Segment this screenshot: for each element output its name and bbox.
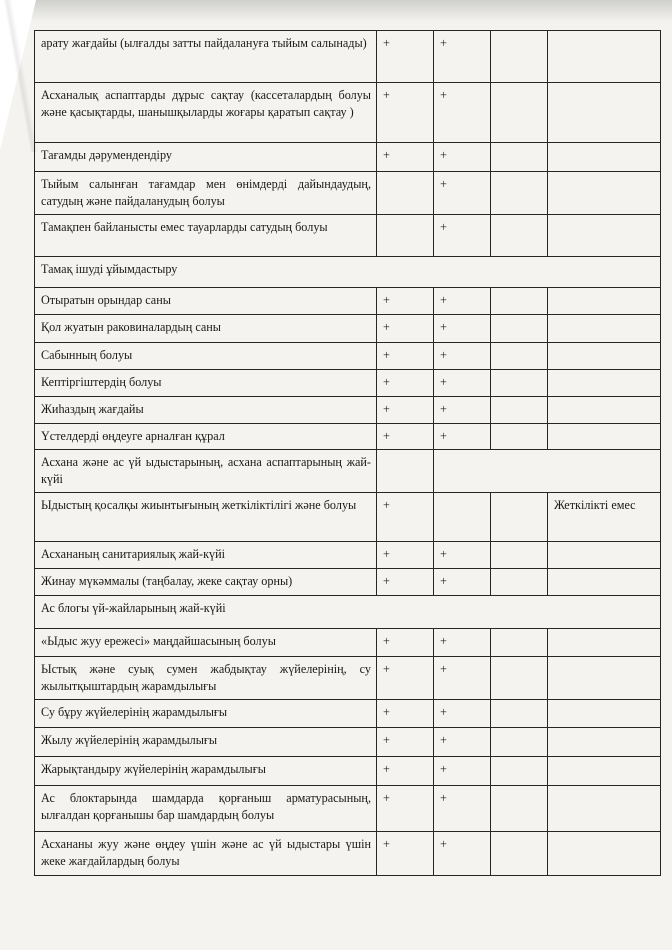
mark-col-1: + bbox=[377, 542, 434, 569]
item-description: Тағамды дәрумендендіру bbox=[35, 143, 377, 172]
mark-col-2: + bbox=[434, 343, 491, 370]
mark-col-3 bbox=[491, 700, 548, 728]
note-col bbox=[548, 786, 661, 832]
mark-col-1: + bbox=[377, 83, 434, 143]
table-row bbox=[35, 397, 661, 424]
table-row bbox=[35, 143, 661, 172]
table-row bbox=[35, 569, 661, 596]
table-row bbox=[35, 288, 661, 315]
section-heading: Тамақ ішуді ұйымдастыру bbox=[35, 257, 661, 288]
scan-shadow bbox=[0, 0, 672, 22]
item-description: Жинау мүкәммалы (таңбалау, жеке сақтау орны) bbox=[35, 569, 377, 596]
item-description: Ас блоктарында шамдарда қорғаныш арматурасының, ылғалдан қорғанышы бар шамдардың болуы bbox=[35, 786, 377, 832]
mark-col-1: + bbox=[377, 569, 434, 596]
table-row bbox=[35, 450, 661, 493]
mark-col-1: + bbox=[377, 397, 434, 424]
note-col bbox=[548, 728, 661, 757]
table-row bbox=[35, 700, 661, 728]
mark-col-3 bbox=[491, 172, 548, 215]
mark-col-1: + bbox=[377, 832, 434, 876]
item-description: арату жағдайы (ылғалды затты пайдалануға тыйым салынады) bbox=[35, 31, 377, 83]
table-row bbox=[35, 370, 661, 397]
note-col bbox=[548, 143, 661, 172]
mark-col-1: + bbox=[377, 31, 434, 83]
mark-col-1: + bbox=[377, 143, 434, 172]
mark-col-2: + bbox=[434, 215, 491, 257]
note-col bbox=[548, 397, 661, 424]
mark-col-3 bbox=[491, 786, 548, 832]
mark-col-2: + bbox=[434, 83, 491, 143]
note-col bbox=[548, 424, 661, 450]
mark-col-1: + bbox=[377, 370, 434, 397]
mark-col-2: + bbox=[434, 315, 491, 343]
note-col bbox=[548, 832, 661, 876]
mark-col-1 bbox=[377, 215, 434, 257]
item-description: Ыдыстың қосалқы жиынтығының жеткіліктілігі және болуы bbox=[35, 493, 377, 542]
table-row bbox=[35, 343, 661, 370]
mark-col-3 bbox=[491, 832, 548, 876]
table-row bbox=[35, 728, 661, 757]
mark-col-1 bbox=[377, 172, 434, 215]
mark-col-2: + bbox=[434, 728, 491, 757]
mark-col-1: + bbox=[377, 315, 434, 343]
mark-col-3 bbox=[491, 315, 548, 343]
mark-col-2: + bbox=[434, 832, 491, 876]
mark-col-1: + bbox=[377, 657, 434, 700]
item-description: Кептіргіштердің болуы bbox=[35, 370, 377, 397]
mark-col-3 bbox=[491, 728, 548, 757]
note-col bbox=[548, 542, 661, 569]
item-description: Қол жуатын раковиналардың саны bbox=[35, 315, 377, 343]
note-col: Жеткілікті емес bbox=[548, 493, 661, 542]
table-row bbox=[35, 832, 661, 876]
note-col bbox=[548, 215, 661, 257]
table-row bbox=[35, 757, 661, 786]
mark-col-2: + bbox=[434, 370, 491, 397]
note-col bbox=[548, 31, 661, 83]
item-description: Жарықтандыру жүйелерінің жарамдылығы bbox=[35, 757, 377, 786]
item-description: Су бұру жүйелерінің жарамдылығы bbox=[35, 700, 377, 728]
mark-col-1: + bbox=[377, 288, 434, 315]
item-description: Тамақпен байланысты емес тауарларды сатудың болуы bbox=[35, 215, 377, 257]
table-row bbox=[35, 493, 661, 542]
item-description: Асхананың санитариялық жай-күйі bbox=[35, 542, 377, 569]
note-col bbox=[548, 315, 661, 343]
table-row bbox=[35, 215, 661, 257]
mark-col-2: + bbox=[434, 31, 491, 83]
table-row bbox=[35, 786, 661, 832]
mark-col-3 bbox=[491, 83, 548, 143]
mark-col-3 bbox=[491, 143, 548, 172]
mark-col-2: + bbox=[434, 786, 491, 832]
mark-col-1: + bbox=[377, 493, 434, 542]
note-col bbox=[548, 370, 661, 397]
item-description: Ыстық және суық сумен жабдықтау жүйелерінің, су жылытқыштардың жарамдылығы bbox=[35, 657, 377, 700]
mark-col-3 bbox=[491, 629, 548, 657]
mark-col-3 bbox=[491, 569, 548, 596]
note-col bbox=[548, 172, 661, 215]
item-description: Асхананы жуу және өңдеу үшін және ас үй ыдыстары үшін жеке жағдайлардың болуы bbox=[35, 832, 377, 876]
section-heading: Ас блогы үй-жайларының жай-күйі bbox=[35, 596, 661, 629]
mark-col-2: + bbox=[434, 424, 491, 450]
note-col bbox=[548, 83, 661, 143]
section-row bbox=[35, 257, 661, 288]
mark-col-1: + bbox=[377, 424, 434, 450]
mark-col-2: + bbox=[434, 397, 491, 424]
mark-col-2 bbox=[434, 493, 491, 542]
mark-col-1: + bbox=[377, 343, 434, 370]
table-row bbox=[35, 83, 661, 143]
item-description: Асхана және ас үй ыдыстарының, асхана аспаптарының жай-күйі bbox=[35, 450, 377, 493]
mark-col-2: + bbox=[434, 757, 491, 786]
inspection-table bbox=[34, 30, 661, 876]
mark-col-3 bbox=[491, 215, 548, 257]
mark-col-2: + bbox=[434, 700, 491, 728]
mark-col-1: + bbox=[377, 757, 434, 786]
mark-col-2: + bbox=[434, 629, 491, 657]
table-row bbox=[35, 629, 661, 657]
inspection-table-body bbox=[35, 31, 661, 876]
item-description: Жылу жүйелерінің жарамдылығы bbox=[35, 728, 377, 757]
item-description: «Ыдыс жуу ережесі» маңдайшасының болуы bbox=[35, 629, 377, 657]
item-description: Асханалық аспаптарды дұрыс сақтау (кассеталардың болуы және қасықтарды, шанышқыларды жоғары қаратып сақтау ) bbox=[35, 83, 377, 143]
mark-col-3 bbox=[491, 288, 548, 315]
mark-col-3 bbox=[491, 31, 548, 83]
mark-col-2: + bbox=[434, 569, 491, 596]
note-col bbox=[548, 657, 661, 700]
mark-col-3 bbox=[491, 657, 548, 700]
mark-col-2: + bbox=[434, 542, 491, 569]
mark-col-3 bbox=[491, 542, 548, 569]
note-col bbox=[548, 629, 661, 657]
item-description: Сабынның болуы bbox=[35, 343, 377, 370]
table-row bbox=[35, 315, 661, 343]
table-row bbox=[35, 31, 661, 83]
mark-col-3 bbox=[491, 424, 548, 450]
mark-col-3 bbox=[491, 370, 548, 397]
mark-col-2: + bbox=[434, 657, 491, 700]
mark-col-1 bbox=[377, 450, 434, 493]
item-description: Тыйым салынған тағамдар мен өнімдерді дайындаудың, сатудың және пайдаланудың болуы bbox=[35, 172, 377, 215]
mark-col-3 bbox=[491, 397, 548, 424]
section-row bbox=[35, 596, 661, 629]
mark-col-3 bbox=[491, 757, 548, 786]
table-row bbox=[35, 657, 661, 700]
item-description: Отыратын орындар саны bbox=[35, 288, 377, 315]
mark-col-2: + bbox=[434, 143, 491, 172]
table-row bbox=[35, 424, 661, 450]
mark-col-1: + bbox=[377, 728, 434, 757]
note-col bbox=[548, 569, 661, 596]
mark-merged bbox=[434, 450, 661, 493]
mark-col-2: + bbox=[434, 288, 491, 315]
note-col bbox=[548, 288, 661, 315]
fold-shadow bbox=[0, 0, 40, 152]
mark-col-3 bbox=[491, 343, 548, 370]
table-row bbox=[35, 542, 661, 569]
mark-col-3 bbox=[491, 493, 548, 542]
mark-col-1: + bbox=[377, 700, 434, 728]
mark-col-1: + bbox=[377, 786, 434, 832]
note-col bbox=[548, 757, 661, 786]
table-row bbox=[35, 172, 661, 215]
mark-col-2: + bbox=[434, 172, 491, 215]
note-col bbox=[548, 700, 661, 728]
item-description: Жиһаздың жағдайы bbox=[35, 397, 377, 424]
mark-col-1: + bbox=[377, 629, 434, 657]
note-col bbox=[548, 343, 661, 370]
item-description: Үстелдерді өңдеуге арналған құрал bbox=[35, 424, 377, 450]
